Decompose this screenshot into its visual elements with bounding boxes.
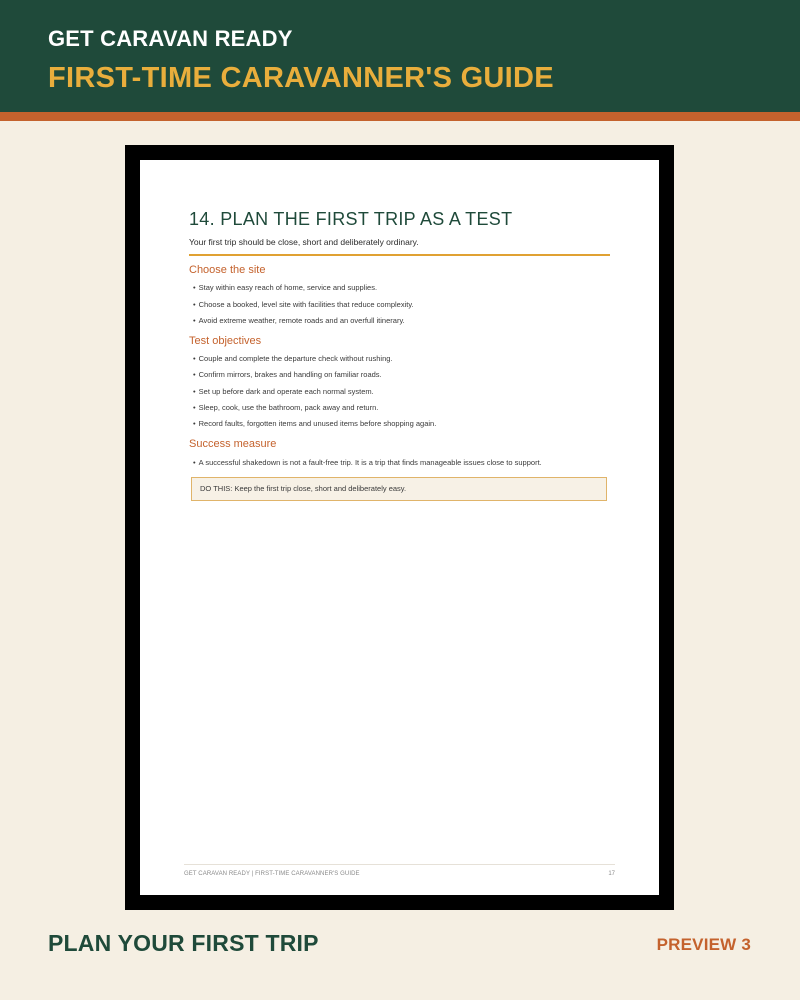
list-item: • Couple and complete the departure check without rushing. xyxy=(193,354,393,364)
list-item-text: Avoid extreme weather, remote roads and an overfull itinerary. xyxy=(198,315,405,325)
list-item: • Set up before dark and operate each normal system. xyxy=(193,386,374,396)
bullet-list-choose-site xyxy=(189,283,610,326)
section-title: 14. PLAN THE FIRST TRIP AS A TEST xyxy=(189,209,513,229)
page-footer xyxy=(184,864,615,878)
list-item-text: Confirm mirrors, brakes and handling on familiar roads. xyxy=(198,370,382,380)
list-item: • Record faults, forgotten items and unused items before shopping again. xyxy=(193,419,437,429)
list-item: • Confirm mirrors, brakes and handling on familiar roads. xyxy=(193,370,382,380)
bullet-list-success-measure xyxy=(189,458,610,468)
section-intro: Your first trip should be close, short and deliberately ordinary. xyxy=(189,237,419,247)
list-item-text: Choose a booked, level site with facilities that reduce complexity. xyxy=(198,299,414,309)
list-item: • Choose a booked, level site with facilities that reduce complexity. xyxy=(193,299,414,309)
preview-caption: PLAN YOUR FIRST TRIP xyxy=(48,930,319,956)
do-this-callout: DO THIS: Keep the first trip close, short and deliberately easy. xyxy=(191,477,607,501)
page-number: 17 xyxy=(608,871,615,877)
document-page xyxy=(140,160,659,895)
list-item-text: Stay within easy reach of home, service and supplies. xyxy=(198,283,378,293)
list-item: • Avoid extreme weather, remote roads and an overfull itinerary. xyxy=(193,315,405,325)
bullet-list-test-objectives xyxy=(189,354,610,429)
list-item: • A successful shakedown is not a fault-free trip. It is a trip that finds manageable issues close to support. xyxy=(193,457,542,467)
subhead-test-objectives: Test objectives xyxy=(189,334,262,347)
list-item-text: Couple and complete the departure check without rushing. xyxy=(198,354,393,364)
guide-title: FIRST-TIME CARAVANNER'S GUIDE xyxy=(48,62,554,94)
title-divider xyxy=(189,254,610,256)
page-content xyxy=(189,208,610,501)
list-item-text: Record faults, forgotten items and unused items before shopping again. xyxy=(198,419,437,429)
list-item-text: Set up before dark and operate each normal system. xyxy=(198,386,374,396)
list-item: • Stay within easy reach of home, service and supplies. xyxy=(193,283,378,293)
preview-number-label: PREVIEW 3 xyxy=(656,935,751,954)
list-item: • Sleep, cook, use the bathroom, pack away and return. xyxy=(193,403,379,413)
subhead-choose-site: Choose the site xyxy=(189,264,266,276)
header-accent-stripe xyxy=(0,112,800,121)
footer-running-title: GET CARAVAN READY | FIRST-TIME CARAVANNER'S GUIDE xyxy=(184,871,360,877)
list-item-text: Sleep, cook, use the bathroom, pack away and return. xyxy=(198,403,379,413)
subhead-success-measure: Success measure xyxy=(189,438,277,451)
brand-name: GET CARAVAN READY xyxy=(48,26,293,51)
header-banner xyxy=(0,0,800,112)
list-item-text: A successful shakedown is not a fault-free trip. It is a trip that finds manageable issues close to support. xyxy=(198,457,542,467)
